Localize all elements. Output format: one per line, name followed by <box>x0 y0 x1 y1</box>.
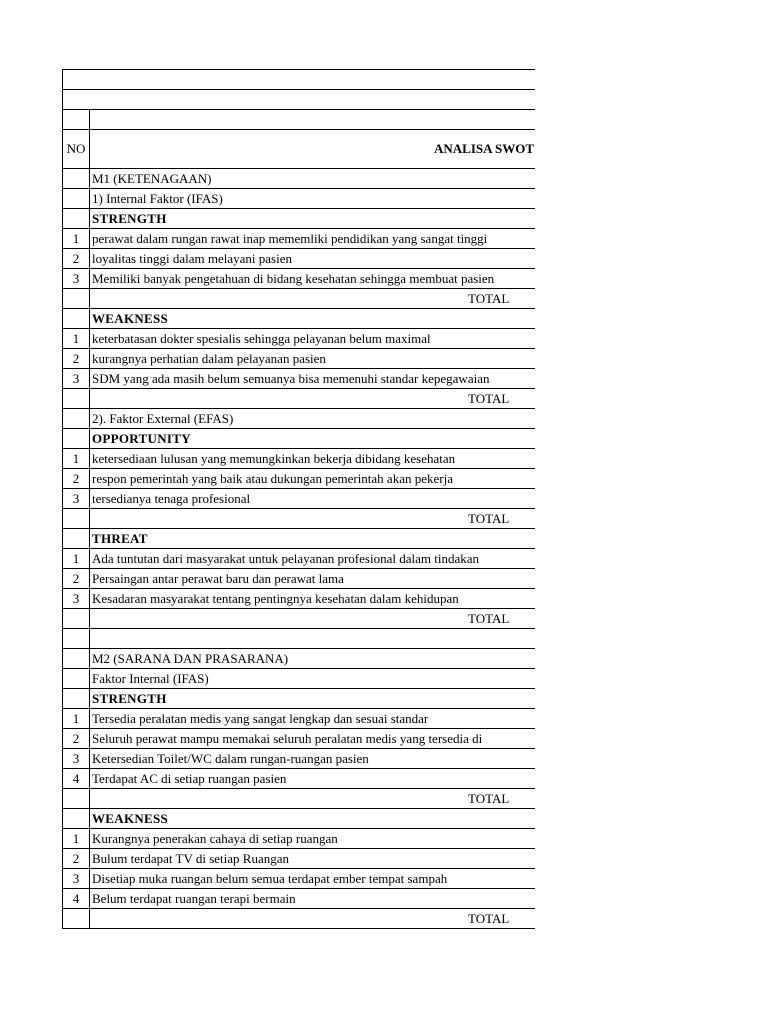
row-number-cell <box>63 409 90 429</box>
row-number-cell <box>63 189 90 209</box>
table-row <box>63 289 536 309</box>
total-label: TOTAL <box>90 509 536 529</box>
blank-cell <box>63 90 536 110</box>
row-number-cell: 1 <box>63 229 90 249</box>
factor-subtitle: 1) Internal Faktor (IFAS) <box>90 189 536 209</box>
total-label: TOTAL <box>90 789 536 809</box>
row-number-cell <box>63 289 90 309</box>
row-number-cell: 4 <box>63 769 90 789</box>
blank-cell <box>90 629 536 649</box>
total-label: TOTAL <box>90 389 536 409</box>
item-description-cell: Kesadaran masyarakat tentang pentingnya kesehatan dalam kehidupan <box>90 589 536 609</box>
item-description-cell: Seluruh perawat mampu memakai seluruh peralatan medis yang tersedia di <box>90 729 536 749</box>
row-number-cell: 3 <box>63 869 90 889</box>
factor-subtitle: 2). Faktor External (EFAS) <box>90 409 536 429</box>
table-row <box>63 589 536 609</box>
table-row <box>63 549 536 569</box>
table-row <box>63 789 536 809</box>
swot-category-heading: WEAKNESS <box>90 809 536 829</box>
table-row <box>63 229 536 249</box>
row-number-cell: 1 <box>63 829 90 849</box>
table-row <box>63 469 536 489</box>
item-description-cell: Terdapat AC di setiap ruangan pasien <box>90 769 536 789</box>
item-description-cell: Ada tuntutan dari masyarakat untuk pelayanan profesional dalam tindakan <box>90 549 536 569</box>
item-description-cell: Kurangnya penerakan cahaya di setiap ruangan <box>90 829 536 849</box>
row-number-cell: 3 <box>63 489 90 509</box>
no-column-header: NO <box>63 130 90 169</box>
table-row <box>63 849 536 869</box>
row-number-cell: 1 <box>63 329 90 349</box>
top-blank-row <box>63 110 536 130</box>
swot-category-heading: STRENGTH <box>90 689 536 709</box>
table-row <box>63 509 536 529</box>
row-number-cell <box>63 429 90 449</box>
table-row <box>63 489 536 509</box>
table-row <box>63 729 536 749</box>
section-title: M1 (KETENAGAAN) <box>90 169 536 189</box>
swot-category-heading: OPPORTUNITY <box>90 429 536 449</box>
table-row <box>63 889 536 909</box>
table-row <box>63 369 536 389</box>
item-description-cell: SDM yang ada masih belum semuanya bisa memenuhi standar kepegawaian <box>90 369 536 389</box>
item-description-cell: Belum terdapat ruangan terapi bermain <box>90 889 536 909</box>
row-number-cell: 2 <box>63 349 90 369</box>
table-row <box>63 629 536 649</box>
row-number-cell <box>63 789 90 809</box>
item-description-cell: Persaingan antar perawat baru dan perawat lama <box>90 569 536 589</box>
table-row <box>63 909 536 929</box>
spreadsheet <box>62 69 535 929</box>
row-number-cell <box>63 909 90 929</box>
section-title: M2 (SARANA DAN PRASARANA) <box>90 649 536 669</box>
total-label: TOTAL <box>90 609 536 629</box>
blank-cell <box>90 110 536 130</box>
item-description-cell: ketersediaan lulusan yang memungkinkan bekerja dibidang kesehatan <box>90 449 536 469</box>
table-row <box>63 529 536 549</box>
row-number-cell <box>63 309 90 329</box>
row-number-cell: 2 <box>63 569 90 589</box>
row-number-cell: 1 <box>63 549 90 569</box>
table-row <box>63 689 536 709</box>
table-row <box>63 309 536 329</box>
header-row <box>63 130 536 169</box>
item-description-cell: Tersedia peralatan medis yang sangat lengkap dan sesuai standar <box>90 709 536 729</box>
item-description-cell: Ketersedian Toilet/WC dalam rungan-ruangan pasien <box>90 749 536 769</box>
table-row <box>63 609 536 629</box>
row-number-cell <box>63 529 90 549</box>
table-row <box>63 769 536 789</box>
row-number-cell: 3 <box>63 749 90 769</box>
swot-category-heading: WEAKNESS <box>90 309 536 329</box>
table-row <box>63 869 536 889</box>
item-description-cell: respon pemerintah yang baik atau dukungan pemerintah akan pekerja <box>90 469 536 489</box>
table-row <box>63 349 536 369</box>
top-blank-row <box>63 90 536 110</box>
row-number-cell: 3 <box>63 589 90 609</box>
table-row <box>63 329 536 349</box>
table-title: ANALISA SWOT <box>90 130 536 169</box>
table-row <box>63 249 536 269</box>
total-label: TOTAL <box>90 289 536 309</box>
swot-category-heading: STRENGTH <box>90 209 536 229</box>
row-number-cell <box>63 169 90 189</box>
row-number-cell <box>63 509 90 529</box>
table-row <box>63 809 536 829</box>
item-description-cell: Memiliki banyak pengetahuan di bidang kesehatan sehingga membuat pasien <box>90 269 536 289</box>
table-row <box>63 829 536 849</box>
item-description-cell: Bulum terdapat TV di setiap Ruangan <box>90 849 536 869</box>
row-number-cell: 3 <box>63 369 90 389</box>
row-number-cell: 2 <box>63 249 90 269</box>
table-row <box>63 749 536 769</box>
table-row <box>63 389 536 409</box>
row-number-cell: 4 <box>63 889 90 909</box>
swot-table <box>62 69 535 929</box>
row-number-cell <box>63 809 90 829</box>
top-blank-row <box>63 70 536 90</box>
table-row <box>63 449 536 469</box>
item-description-cell: loyalitas tinggi dalam melayani pasien <box>90 249 536 269</box>
item-description-cell: Disetiap muka ruangan belum semua terdapat ember tempat sampah <box>90 869 536 889</box>
blank-cell <box>63 70 536 90</box>
row-number-cell: 2 <box>63 849 90 869</box>
item-description-cell: perawat dalam rungan rawat inap mememliki pendidikan yang sangat tinggi <box>90 229 536 249</box>
table-row <box>63 409 536 429</box>
item-description-cell: tersedianya tenaga profesional <box>90 489 536 509</box>
row-number-cell: 1 <box>63 449 90 469</box>
table-row <box>63 189 536 209</box>
blank-cell <box>63 110 90 130</box>
row-number-cell: 2 <box>63 729 90 749</box>
row-number-cell: 2 <box>63 469 90 489</box>
table-row <box>63 169 536 189</box>
row-number-cell <box>63 209 90 229</box>
table-row <box>63 569 536 589</box>
total-label: TOTAL <box>90 909 536 929</box>
row-number-cell <box>63 689 90 709</box>
row-number-cell <box>63 389 90 409</box>
table-row <box>63 709 536 729</box>
row-number-cell: 1 <box>63 709 90 729</box>
row-number-cell <box>63 649 90 669</box>
table-row <box>63 429 536 449</box>
swot-category-heading: THREAT <box>90 529 536 549</box>
row-number-cell <box>63 629 90 649</box>
item-description-cell: kurangnya perhatian dalam pelayanan pasien <box>90 349 536 369</box>
table-row <box>63 269 536 289</box>
row-number-cell <box>63 669 90 689</box>
factor-subtitle: Faktor Internal (IFAS) <box>90 669 536 689</box>
table-row <box>63 209 536 229</box>
table-row <box>63 669 536 689</box>
table-row <box>63 649 536 669</box>
row-number-cell: 3 <box>63 269 90 289</box>
row-number-cell <box>63 609 90 629</box>
item-description-cell: keterbatasan dokter spesialis sehingga pelayanan belum maximal <box>90 329 536 349</box>
